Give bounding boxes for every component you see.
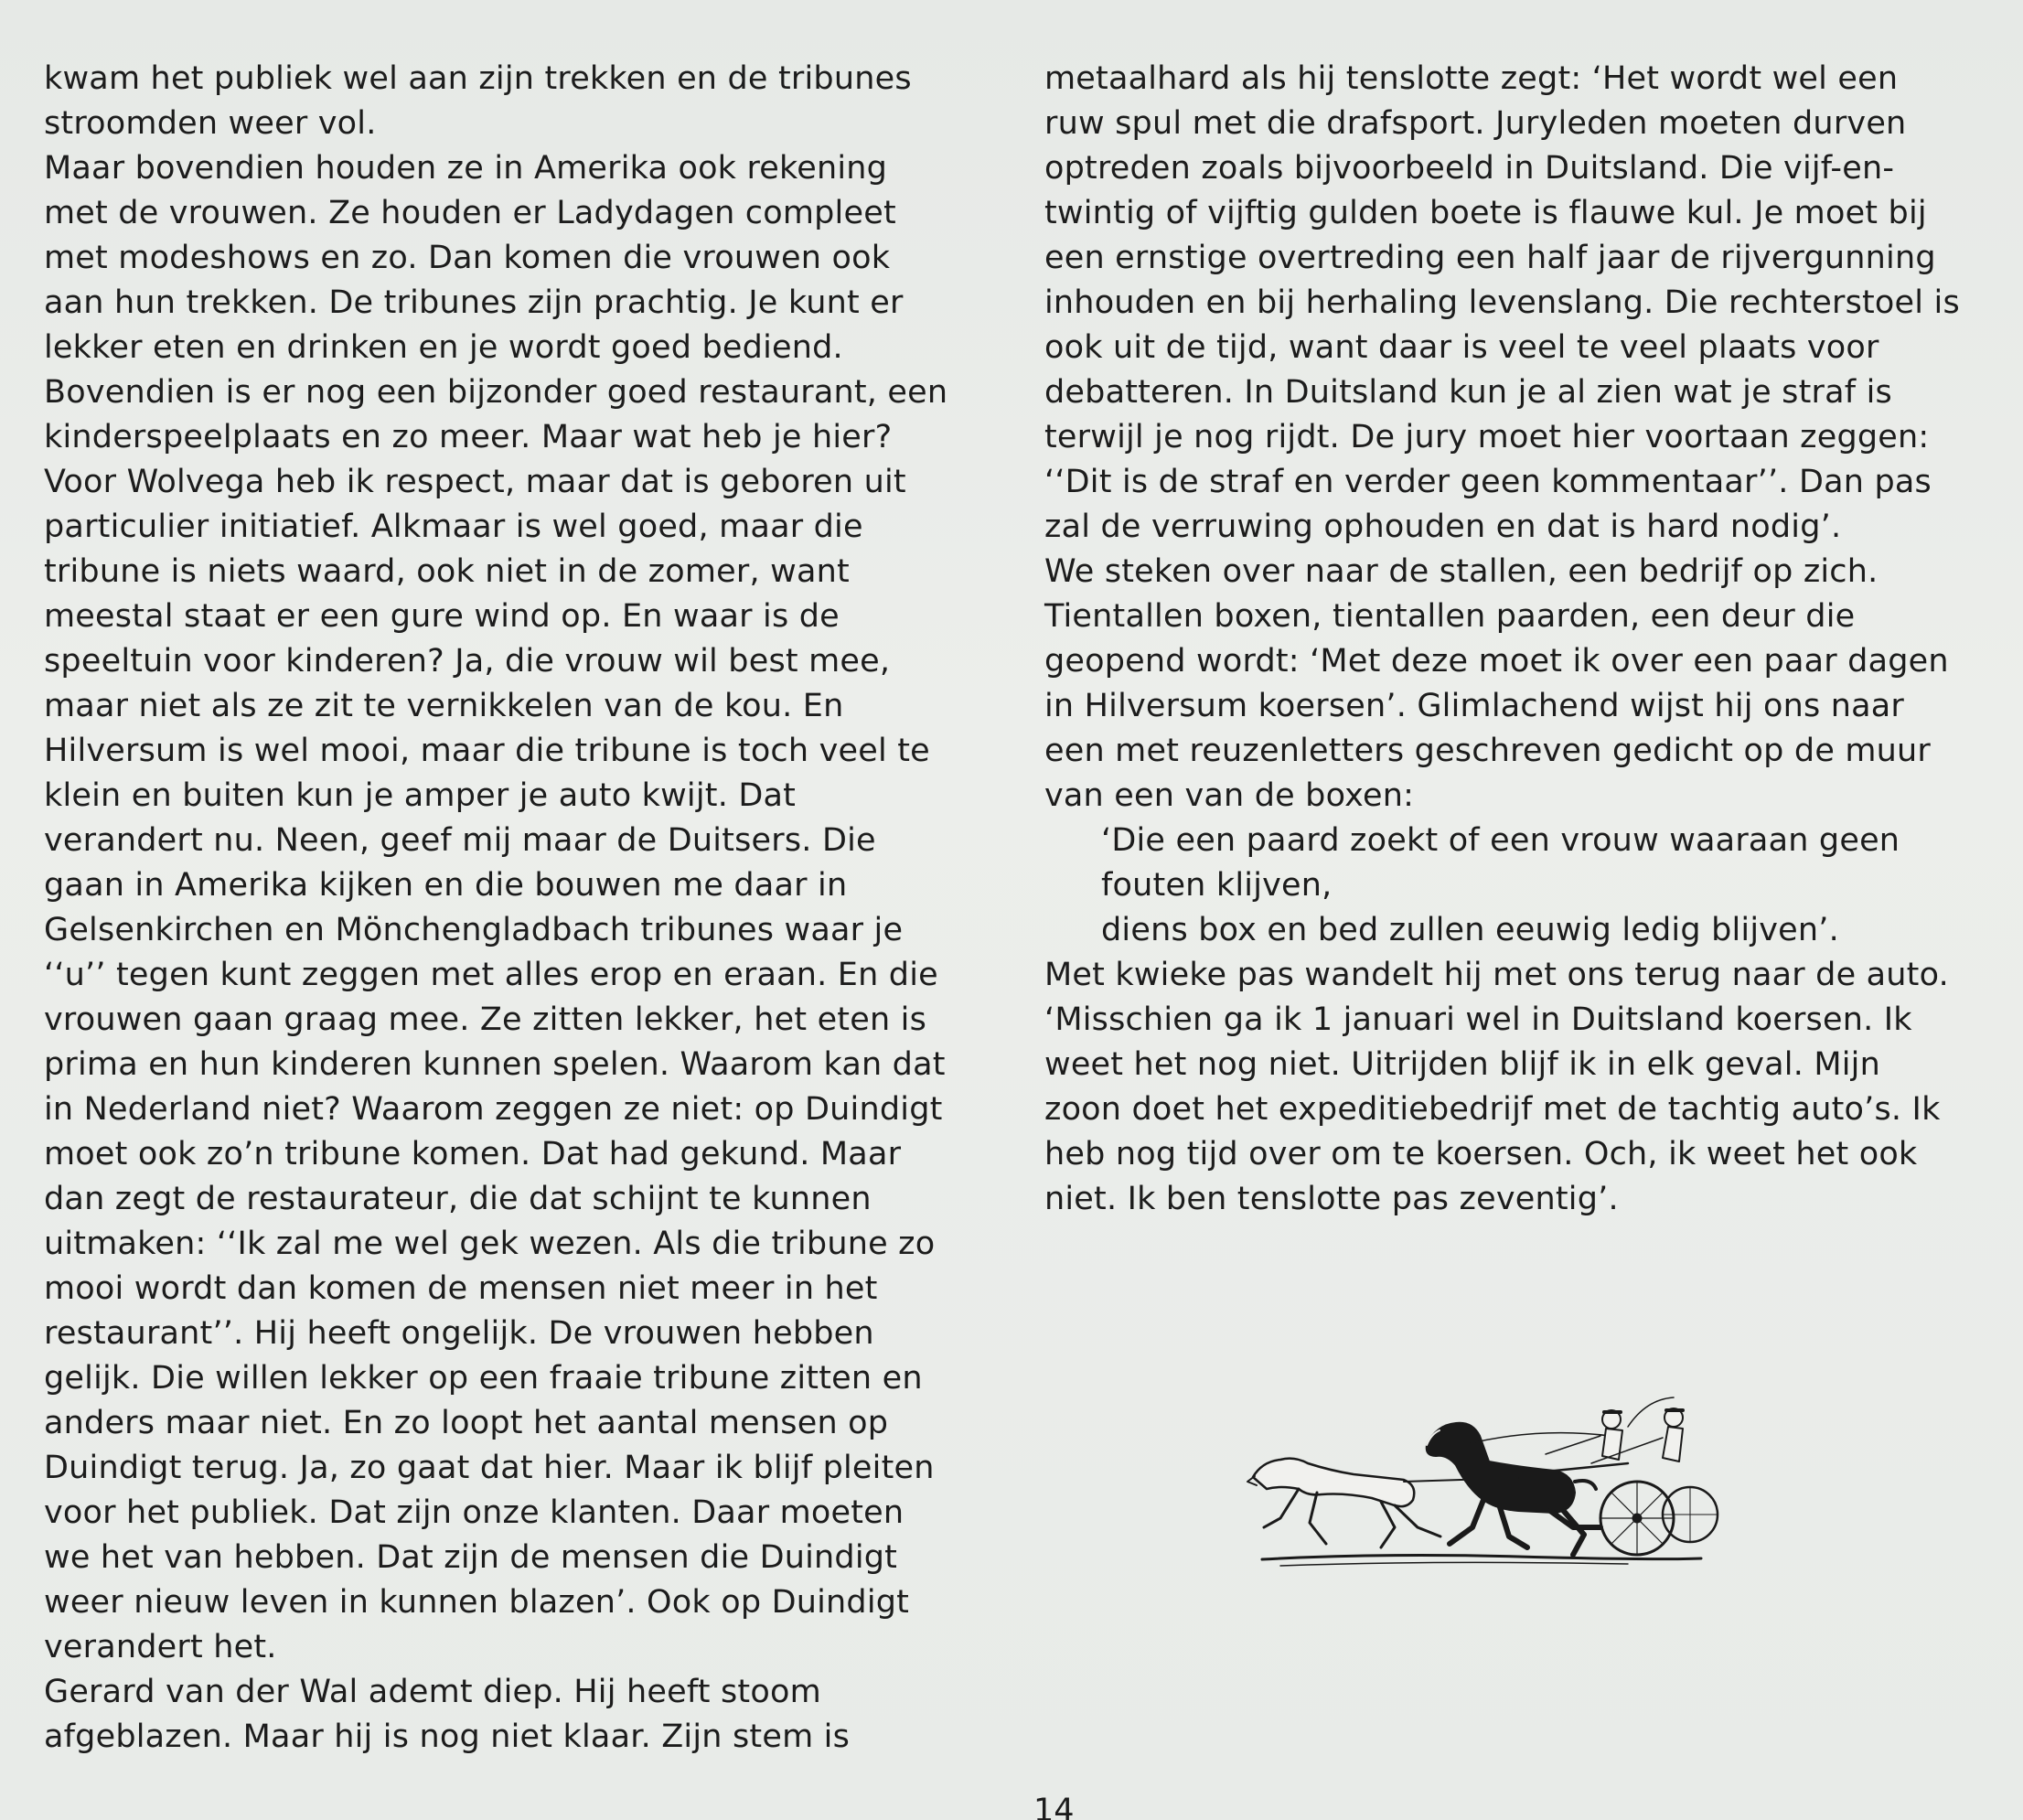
text-line: mooi wordt dan komen de mensen niet meer in het: [44, 1270, 878, 1307]
text-line: geopend wordt: ‘Met deze moet ik over een paar dagen: [1044, 643, 1949, 680]
text-line: voor het publiek. Dat zijn onze klanten. Daar moeten: [44, 1494, 904, 1531]
text-line: een met reuzenletters geschreven gedicht op de muur: [1044, 733, 1932, 769]
text-line: verandert het.: [44, 1629, 277, 1665]
text-line: we het van hebben. Dat zijn de mensen die Duindigt: [44, 1539, 898, 1576]
text-line: ‘‘Dit is de straf en verder geen kommentaar’’. Dan pas: [1044, 464, 1932, 500]
text-line: We steken over naar de stallen, een bedrijf op zich.: [1044, 553, 1878, 590]
text-line: metaalhard als hij tenslotte zegt: ‘Het wordt wel een: [1044, 60, 1899, 97]
text-line: heb nog tijd over om te koersen. Och, ik weet het ook: [1044, 1136, 1918, 1172]
text-line: ‘Misschien ga ik 1 januari wel in Duitsland koersen. Ik: [1044, 1001, 1912, 1038]
text-line: anders maar niet. En zo loopt het aantal mensen op: [44, 1405, 889, 1441]
text-line: inhouden en bij herhaling levenslang. Die rechterstoel is: [1044, 284, 1960, 321]
text-line: Tientallen boxen, tientallen paarden, een deur die: [1044, 598, 1856, 635]
text-line: Gerard van der Wal ademt diep. Hij heeft stoom: [44, 1674, 821, 1710]
poem-line: ‘Die een paard zoekt of een vrouw waaraan geen: [1101, 822, 1900, 859]
poem-line: diens box en bed zullen eeuwig ledig blijven’.: [1101, 912, 1839, 948]
text-line: in Hilversum koersen’. Glimlachend wijst hij ons naar: [1044, 688, 1905, 724]
text-line: zal de verruwing ophouden en dat is hard nodig’.: [1044, 509, 1842, 545]
text-line: klein en buiten kun je amper je auto kwijt. Dat: [44, 777, 797, 814]
text-line: weet het nog niet. Uitrijden blijf ik in elk geval. Mijn: [1044, 1046, 1880, 1083]
text-line: debatteren. In Duitsland kun je al zien wat je straf is: [1044, 374, 1892, 411]
text-line: dan zegt de restaurateur, die dat schijnt te kunnen: [44, 1181, 872, 1217]
text-line: van een van de boxen:: [1044, 777, 1415, 814]
text-line: met modeshows en zo. Dan komen die vrouwen ook: [44, 240, 891, 276]
text-line: particulier initiatief. Alkmaar is wel goed, maar die: [44, 509, 863, 545]
text-line: verandert nu. Neen, geef mij maar de Duitsers. Die: [44, 822, 876, 859]
text-line: Hilversum is wel mooi, maar die tribune is toch veel te: [44, 733, 930, 769]
trotting-horses-sulky-engraving-icon: [1244, 1390, 1719, 1582]
text-line: terwijl je nog rijdt. De jury moet hier voortaan zeggen:: [1044, 419, 1930, 455]
text-line: Gelsenkirchen en Mönchengladbach tribunes waar je: [44, 912, 904, 948]
text-line: een ernstige overtreding een half jaar de rijvergunning: [1044, 240, 1936, 276]
text-line: aan hun trekken. De tribunes zijn prachtig. Je kunt er: [44, 284, 904, 321]
text-line: vrouwen gaan graag mee. Ze zitten lekker, het eten is: [44, 1001, 927, 1038]
poem-line: fouten klijven,: [1101, 867, 1333, 904]
text-line: kinderspeelplaats en zo meer. Maar wat heb je hier?: [44, 419, 893, 455]
text-line: Bovendien is er nog een bijzonder goed restaurant, een: [44, 374, 948, 411]
text-line: Duindigt terug. Ja, zo gaat dat hier. Maar ik blijf pleiten: [44, 1450, 935, 1486]
text-line: meestal staat er een gure wind op. En waar is de: [44, 598, 840, 635]
text-line: prima en hun kinderen kunnen spelen. Waarom kan dat: [44, 1046, 946, 1083]
text-line: kwam het publiek wel aan zijn trekken en de tribunes: [44, 60, 912, 97]
text-line: zoon doet het expeditiebedrijf met de tachtig auto’s. Ik: [1044, 1091, 1941, 1128]
text-line: met de vrouwen. Ze houden er Ladydagen compleet: [44, 195, 896, 231]
text-line: ook uit de tijd, want daar is veel te veel plaats voor: [1044, 329, 1879, 366]
page-number: 14: [1033, 1793, 1075, 1820]
left-text-column: [44, 57, 1004, 1760]
text-line: gaan in Amerika kijken en die bouwen me daar in: [44, 867, 848, 904]
text-line: restaurant’’. Hij heeft ongelijk. De vrouwen hebben: [44, 1315, 874, 1352]
text-line: ‘‘u’’ tegen kunt zeggen met alles erop en eraan. En die: [44, 957, 938, 993]
text-line: moet ook zo’n tribune komen. Dat had gekund. Maar: [44, 1136, 902, 1172]
right-text-column: [1044, 57, 1986, 1222]
text-line: Voor Wolvega heb ik respect, maar dat is geboren uit: [44, 464, 906, 500]
text-line: ruw spul met die drafsport. Juryleden moeten durven: [1044, 105, 1907, 142]
text-line: afgeblazen. Maar hij is nog niet klaar. Zijn stem is: [44, 1718, 851, 1755]
text-line: uitmaken: ‘‘Ik zal me wel gek wezen. Als die tribune zo: [44, 1226, 936, 1262]
text-line: stroomden weer vol.: [44, 105, 377, 142]
text-line: Maar bovendien houden ze in Amerika ook rekening: [44, 150, 888, 187]
text-line: tribune is niets waard, ook niet in de zomer, want: [44, 553, 850, 590]
text-line: maar niet als ze zit te vernikkelen van de kou. En: [44, 688, 844, 724]
text-line: gelijk. Die willen lekker op een fraaie tribune zitten en: [44, 1360, 923, 1397]
text-line: lekker eten en drinken en je wordt goed bediend.: [44, 329, 843, 366]
text-line: in Nederland niet? Waarom zeggen ze niet: op Duindigt: [44, 1091, 943, 1128]
text-line: optreden zoals bijvoorbeeld in Duitsland. Die vijf-en-: [1044, 150, 1895, 187]
text-line: twintig of vijftig gulden boete is flauwe kul. Je moet bij: [1044, 195, 1927, 231]
text-line: niet. Ik ben tenslotte pas zeventig’.: [1044, 1181, 1619, 1217]
text-line: Met kwieke pas wandelt hij met ons terug naar de auto.: [1044, 957, 1949, 993]
text-line: speeltuin voor kinderen? Ja, die vrouw wil best mee,: [44, 643, 891, 680]
text-line: weer nieuw leven in kunnen blazen’. Ook op Duindigt: [44, 1584, 910, 1621]
